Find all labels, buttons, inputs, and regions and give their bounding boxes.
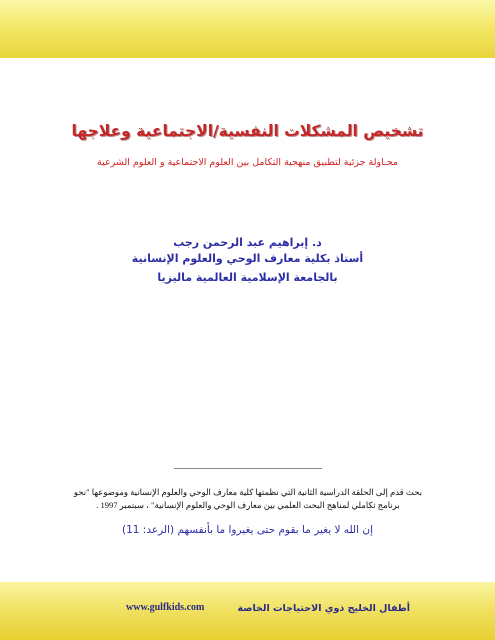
document-title: تشخيص المشكلات النفسية/الاجتماعية وعلاجها: [71, 122, 424, 140]
top-header-band: [0, 0, 495, 58]
document-subtitle: محـاولة جزئية لتطبيق منهجية التكامل بين العلوم الاجتماعية و العلوم الشرعية: [97, 157, 398, 168]
footnote-divider: [174, 468, 322, 469]
footer-organization: أطفال الخليج ذوي الاحتياجات الخاصة: [237, 603, 410, 614]
author-university: بالجامعة الإسلامية العالمية ماليزيا: [157, 271, 338, 284]
presentation-note-line-1: بحث قدم إلى الحلقة الدراسية الثانية التي نظمتها كلية معارف الوحي والعلوم الإنسانية وموضوعها "نحو: [73, 487, 423, 497]
quran-verse: إن الله لا يغير ما بقوم حتى يغيروا ما بأنفسهم (الرعد: 11): [121, 524, 373, 536]
author-position: أستاذ بكلية معارف الوحي والعلوم الإنسانية: [131, 252, 364, 265]
presentation-note-line-2: برنامج تكاملي لمناهج البحث العلمي بين معارف الوحي والعلوم الإنسانية" ، سبتمبر 1997 .: [96, 500, 400, 510]
footer-website-link[interactable]: www.gulfkids.com: [126, 602, 205, 613]
author-name: د. إبراهيم عبد الرحمن رجب: [173, 236, 322, 249]
